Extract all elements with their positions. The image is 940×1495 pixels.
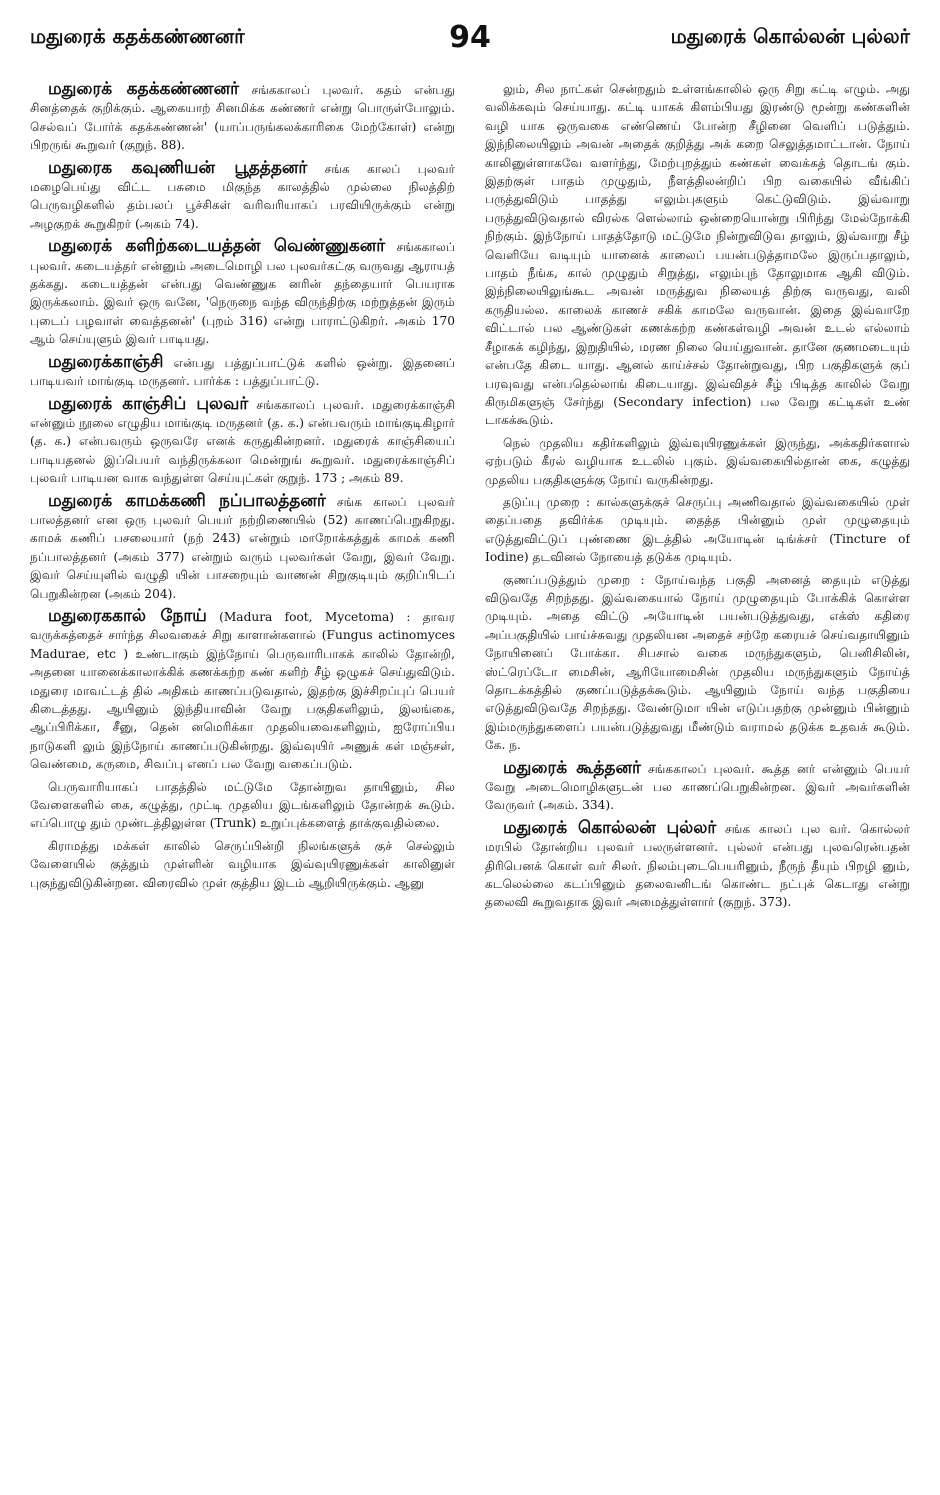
- entry-paragraph: [30, 395, 455, 488]
- entry-headword: மதுரைக் காமக்கணி நப்பாலத்தனர்: [48, 490, 326, 511]
- entry-paragraph: [485, 80, 910, 430]
- header-right-title: மதுரைக் கொல்லன் புல்லர்: [670, 23, 910, 48]
- entry-text: லும், சில நாட்கள் சென்றதும் உள்ளங்காலில் ஒரு சிறு கட்டி எழும். அது வலிக்கவும் செய்யாது. கட்டி யாகக் கிளம்பியது இரண்டு மூன்று கண்களின் வழி யாக ஒருவகை எண்ணெய் போன்ற சீழினை வெளிப் படுத்தும். இந்நிலையிலும் அவன் அதைக் குறித்து அக் கறை செலுத்தமாட்டான். நோய் காலினுள்ளாகவே வளர்ந்து, மேற்புறத்தும் கண்கள் வைக்கத் தொடங் கும். இதற்குள் பாதம் முழுதும், நீளத்திலன்றிப் பிற வகையில் வீங்கிப் பருத்துவிடும் பாதத்து எலும்புகளும் கெட்டுவிடும். இவ்வாறு பருத்துவிடுவதால் விரல்க ளெல்லாம் ஒன்றையொன்று பிரிந்து மேல்நோக்கி நிற்கும். இந்நோய் பாதத்தோடு மட்டுமே நின்றுவிடுவ தாலும், இவ்வாறு சீழ் வெளியே வடியும் யானைக் காலைப் பயன்படுத்தாமலே இருப்பதாலும், பாதம் நீங்க, கால் முழுதும் சிறுத்து, எலும்புந் தோலுமாக ஆகி விடும். இந்நிலையிலுங்கூட அவன் மருத்துவ நிலையத் திற்கு வருவது, வலி கருதியல்ல. காலைக் காணச் சகிக் காமலே வருவான். இதை இவ்வாறே விட்டால் பல ஆண்டுகள் கணக்கற்ற கண்கள்வழி அவன் உடல் எல்லாம் சீழாகக் கழிந்து, இறுதியில், மரண நிலை யெய்துவான். தானே குணமடையும் என்பதே கிடை யாது. ஆனல் காய்ச்சல் தோன்றுவது, பிற பகுதிகளுக் குப் பரவுவது என்பதெல்லாங் கிடையாது. இவ்விதச் சீழ் பிடித்த காலில் வேறு கிருமிகளுஞ் சேர்ந்து (Secondary infection) பல வேறு கட்டிகள் உண் டாகக்கூடும்.: [485, 82, 910, 428]
- entry-text: சங்ககாலப் புலவர். கதம் என்பது சினத்தைக் குறிக்கும். ஆகையாற் சினமிக்க கண்ணர் என்று பொருள்போலும். செல்வப் போர்க் கதக்கண்ணன்' (யாப்பருங்கலக்காரிகை மேற்கோள்) என்று பிறருங் கூறுவர் (குறுந். 88).: [30, 83, 455, 153]
- encyclopedia-entry: [30, 353, 455, 391]
- entry-text: சங்ககாலப் புலவர். மதுரைக்காஞ்சி என்னும் நூலை எழுதிய மாங்குடி மருதனர் (த. க.) என்பவரும் மாங்குடிகிழார் (த. க.) என்பவரும் ஒருவரே எனக் கருதுகின்றனர். மதுரைக் காஞ்சியைப் பாடியதனல் இப்பெயர் வந்திருக்கலா மென்றுங் கூறுவர். மதுரைக்காஞ்சிப் புலவர் பாடியன வாக வந்துள்ள செய்யுட்கள் குறுந். 173 ; அகம் 89.: [30, 397, 455, 486]
- entry-paragraph: [30, 492, 455, 603]
- entry-headword: மதுரைக் கூத்தனர்: [503, 757, 641, 778]
- left-column: [30, 80, 455, 1460]
- entry-paragraph: [485, 493, 910, 567]
- entry-headword: மதுரைககால் நோய்: [48, 605, 207, 626]
- encyclopedia-entry: [30, 837, 455, 892]
- encyclopedia-entry: [485, 571, 910, 755]
- entry-paragraph: [30, 607, 455, 774]
- entry-text: சங்ககாலப் புலவர். கூத்த னர் என்னும் பெயர் வேறு அடைமொழிகளுடன் பல காணப்பெறுகின்றன. இவர் அவர்களின் வேருவர் (அகம். 334).: [485, 761, 910, 813]
- encyclopedia-entry: [30, 395, 455, 488]
- encyclopedia-entry: [30, 778, 455, 833]
- entry-text: தடுப்பு முறை : கால்களுக்குச் செருப்பு அணிவதால் இவ்வகையில் முள் தைப்பதை தவிர்க்க முடியும். தைத்த பின்னும் முள் முழுதையும் எடுத்துவிட்டுப் புண்ணை இடத்தில் அயோடின் டிங்க்சர் (Tincture of Iodine) தடவினல் நோயைத் தடுக்க முடியும்.: [485, 494, 910, 565]
- encyclopedia-entry: [485, 434, 910, 489]
- encyclopedia-entry: [485, 80, 910, 430]
- encyclopedia-entry: [485, 819, 910, 912]
- entry-text: பெருவாரியாகப் பாதத்தில் மட்டுமே தோன்றுவ தாயினும், சில வேளைகளில் கை, கழுத்து, முட்டி முதலிய இடங்களிலும் தோன்றக் கூடும். எப்பொழு தும் முண்டத்திலுள்ள (Trunk) உறுப்புக்களைத் தாக்குவதில்லை.: [30, 779, 455, 831]
- encyclopedia-entry: [30, 492, 455, 603]
- entry-headword: மதுரைக கவுணியன் பூதத்தனர்: [48, 157, 308, 178]
- encyclopedia-entry: [30, 80, 455, 155]
- encyclopedia-entry: [30, 607, 455, 774]
- entry-text: கிராமத்து மக்கள் காலில் செருப்பின்றி நிலங்களுக் குச் செல்லும் வேளையில் குத்தும் முள்ளின் வழியாக இவ்வுயிரணுக்கள் காலினுள் புகுந்துவிடுகின்றன. விரைவில் முள் குத்திய இடம் ஆறியிருக்கும். ஆனு: [30, 838, 455, 890]
- entry-paragraph: [30, 353, 455, 391]
- header-left-title: மதுரைக் கதக்கண்ணனர்: [30, 23, 245, 48]
- entry-headword: மதுரைக்காஞ்சி: [48, 351, 164, 372]
- entry-headword: மதுரைக் களிற்கடையத்தன் வெண்ணுகனர்: [48, 236, 386, 257]
- entry-paragraph: [30, 159, 455, 234]
- entry-paragraph: [485, 434, 910, 489]
- encyclopedia-entry: [485, 759, 910, 815]
- encyclopedia-entry: [485, 493, 910, 567]
- page-number: 94: [449, 19, 491, 55]
- encyclopedia-entry: [30, 159, 455, 234]
- right-column: [485, 80, 910, 1460]
- entry-text: சங்க காலப் புலவர் பாலத்தனர் என ஒரு புலவர் பெயர் நற்றிணையில் (52) காணப்பெறுகிறது. காமக் கணிப் பசலையார் (நற் 243) என்றும் மாறோக்கத்துக் காமக் கணி நப்பாலத்தனர் (அகம் 377) என்றும் வரும் புலவர்கள் வேறு, இவர் வேறு. இவர் செய்யுளில் வழுதி யின் பாசறையும் வாணன் சிறுகுடியும் குறிப்பிடப் பெறுகின்றன (அகம் 204).: [30, 494, 455, 601]
- entry-paragraph: [30, 837, 455, 892]
- entry-text: நெல் முதலிய கதிர்களிலும் இவ்வுயிரணுக்கள் இருந்து, அக்கதிர்களால் ஏற்படும் கீரல் வழியாக உடலில் புகும். இவ்வகையில்தான் கை, கழுத்து முதலிய பகுதிகளுக்கு நோய் வருகின்றது.: [485, 435, 910, 487]
- entry-paragraph: [485, 759, 910, 815]
- entry-headword: மதுரைக் காஞ்சிப் புலவர்: [48, 393, 249, 414]
- entry-paragraph: [485, 571, 910, 755]
- entry-text: சங்க காலப் புல வர். கொல்லர் மரபில் தோன்றிய புலவர் பலருள்ளனர். புல்லர் என்பது புலவரென்பதன் திரிபெனக் கொள் வர் சிலர். நிலம்புடைபெயரினும், நீருந் தீயும் பிறழி னும், கடலெல்லை கடப்பினும் தலைவனிடங் கொண்ட நட்புக் கெடாது என்று தலைவி கூறுவதாக இவர் அமைத்துள்ளார் (குறுந். 373).: [485, 821, 910, 910]
- entry-text: குணப்படுத்தும் முறை : நோய்வந்த பகுதி அனைத் தையும் எடுத்து விடுவதே சிறந்தது. இவ்வகையால் நோய் முழுதையும் போக்கிக் கொள்ள முடியும். அதை விட்டு அயோடின் பயன்படுத்துவது, எக்ஸ் கதிரை அப்பகுதியில் பாய்ச்சுவது முதலியன அதைச் சற்றே கரையச் செய்வதாயினும் நோயினைப் போக்கா. சிபசால் வகை மருந்துகளும், பெனிசிலின், ஸ்ட்ரெப்டோ மைசின், ஆரியோமைசின் முதலிய மருந்துகளும் நோய்த் தொடக்கத்தில் குணப்படுத்தக்கூடும். ஆயினும் நோய் வந்த பகுதியை எடுத்துவிடுவதே சிறந்தது. வேண்டுமா யின் எடுப்பதற்கு முன்னும் பின்னும் இம்மருந்துகளைப் பயன்படுத்துவது மீண்டும் வராமல் தடுக்க உதவக் கூடும். கே. ந.: [485, 572, 910, 753]
- entry-headword: மதுரைக் கொல்லன் புல்லர்: [503, 817, 717, 838]
- entry-paragraph: [485, 819, 910, 912]
- entry-text: சங்ககாலப் புலவர். கடையத்தர் என்னும் அடைமொழி பல புலவர்கட்கு வருவது ஆராயத் தக்கது. கடையத்தன் என்பது வெண்ணுக னரின் தந்தையார் பெயராக இருக்கலாம். இவர் ஒரு வனே, 'நெருநை வந்த விருந்திற்கு மற்றுத்தன் இரும் புடைப் பழவாள் வைத்தனன்' (புறம் 316) என்று பாராட்டுகிறர். அகம் 170 ஆம் செய்யுளும் இவர் பாடியது.: [30, 240, 455, 347]
- entry-text: (Madura foot, Mycetoma) : தாவர வருக்கத்தைச் சார்ந்த சிலவகைச் சிறு காளான்களால் (Fungus actinomyces Madurae, etc ) உண்டாகும் இந்நோய் பெருவாரிபாகக் காலில் தோன்றி, அதனை யானைக்காலாக்கிக் கணக்கற்ற கண் களிற் சீழ் ஒழுகச் செய்துவிடும். மதுரை மாவட்டத் தில் அதிகம் காணப்படுவதால், இதற்கு இச்சிறப்புப் பெயர் கிடைத்தது. ஆயினும் இந்தியாவின் வேறு பகுதிகளிலும், இலங்கை, ஆப்பிரிக்கா, சீனு, தென் னமெரிக்கா முதலியவைகளிலும், ஐரோப்பிய நாடுகளி லும் இந்நோய் காணப்படுகின்றது. இவ்வுயிர் அணுக் கள் மஞ்சள், வெண்மை, கருமை, சிவப்பு எனப் பல வேறு வகைப்படும்.: [30, 609, 455, 772]
- entry-paragraph: [30, 80, 455, 155]
- entry-text: என்பது பத்துப்பாட்டுக் களில் ஒன்று. இதனைப் பாடியவர் மாங்குடி மருதனர். பார்க்க : பத்துப்பாட்டு.: [30, 355, 455, 389]
- entry-headword: மதுரைக் கதக்கண்ணனர்: [48, 80, 239, 99]
- running-header: [30, 14, 910, 60]
- encyclopedia-entry: [30, 237, 455, 348]
- entry-paragraph: [30, 237, 455, 348]
- text-columns: [30, 80, 910, 1460]
- entry-paragraph: [30, 778, 455, 833]
- entry-text: சங்க காலப் புலவர் மழைபெய்து விட்ட பசுமை மிகுந்த காலத்தில் முல்லை நிலத்திற் பெருவழிகளில் தம்பலப் பூச்சிகள் வரிவரியாகப் பரவியிருக்கும் என்று அழகுறக் கூறுகிறர் (அகம் 74).: [30, 161, 455, 231]
